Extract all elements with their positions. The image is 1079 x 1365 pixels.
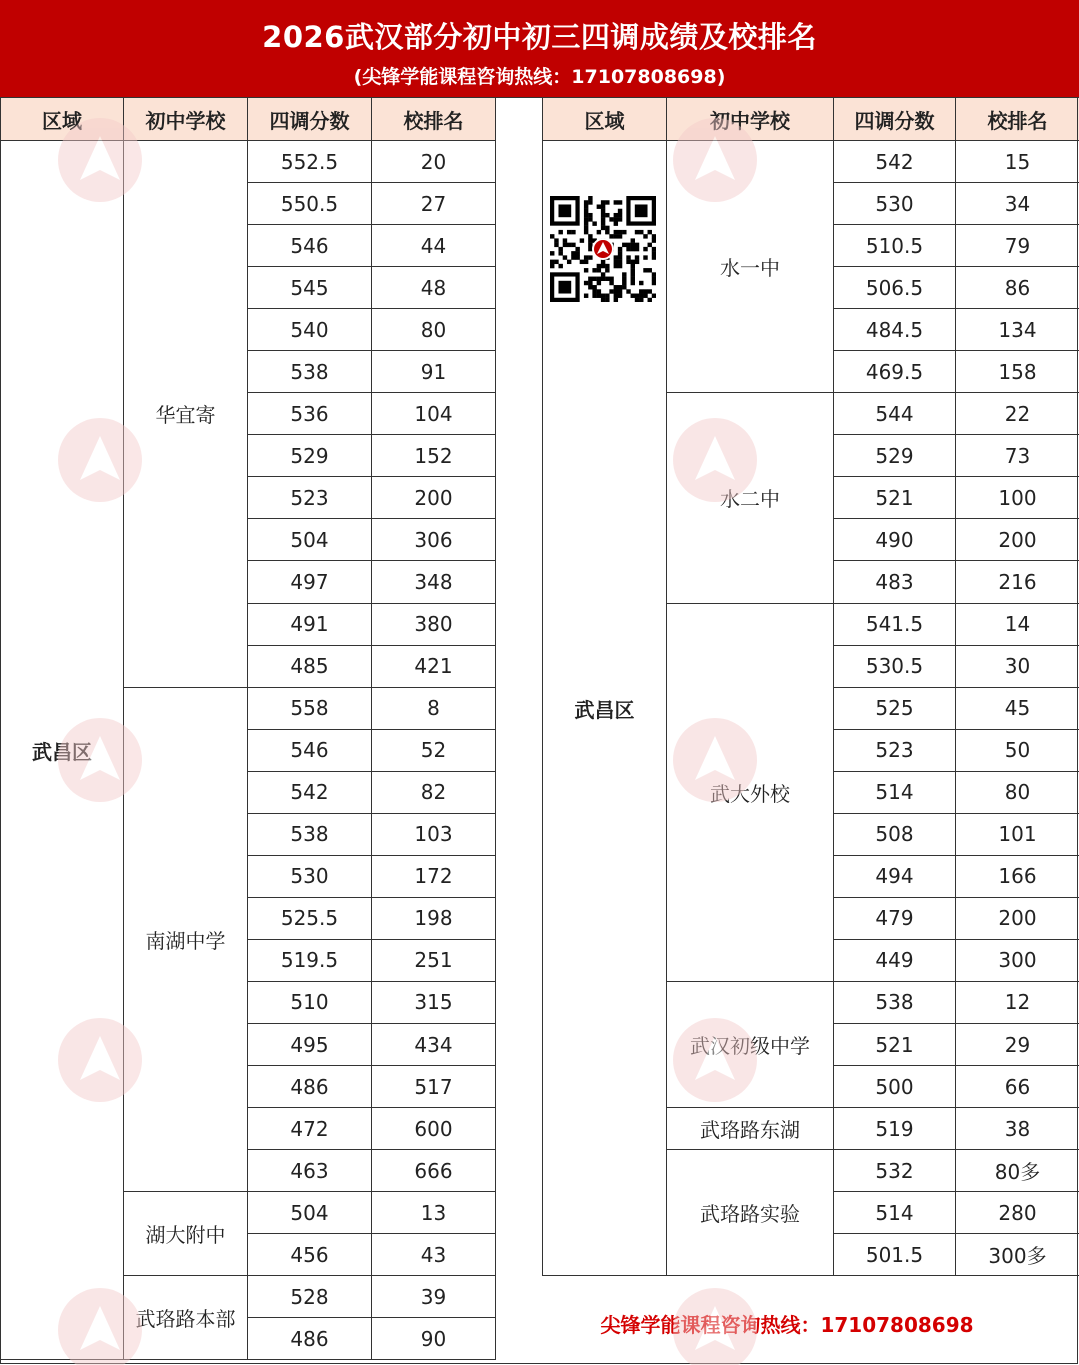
rank-cell: 80: [372, 309, 496, 351]
score-cell: 530: [248, 855, 372, 897]
rank-cell: 52: [372, 729, 496, 771]
rank-cell: 166: [956, 855, 1079, 897]
score-cell: 525.5: [248, 897, 372, 939]
score-cell: 501.5: [834, 1234, 956, 1276]
score-cell: 484.5: [834, 309, 956, 351]
table-row: [543, 141, 1079, 183]
score-cell: 494: [834, 855, 956, 897]
score-cell: 508: [834, 813, 956, 855]
rank-cell: 200: [956, 897, 1079, 939]
score-cell: 530: [834, 183, 956, 225]
score-cell: 472: [248, 1108, 372, 1150]
score-cell: 530.5: [834, 645, 956, 687]
score-cell: 552.5: [248, 141, 372, 183]
score-cell: 558: [248, 687, 372, 729]
rank-cell: 200: [956, 519, 1079, 561]
rank-cell: 27: [372, 183, 496, 225]
footer-hotline: 尖锋学能课程咨询热线：17107808698: [600, 1312, 974, 1337]
score-cell: 528: [248, 1276, 372, 1318]
rank-cell: 517: [372, 1066, 496, 1108]
rank-cell: 13: [372, 1192, 496, 1234]
school-name-cell: 水二中: [667, 393, 834, 603]
score-cell: 479: [834, 897, 956, 939]
score-cell: 538: [248, 813, 372, 855]
rank-cell: 86: [956, 267, 1079, 309]
rank-cell: 306: [372, 519, 496, 561]
score-cell: 490: [834, 519, 956, 561]
rank-cell: 38: [956, 1108, 1079, 1150]
score-cell: 545: [248, 267, 372, 309]
rank-cell: 348: [372, 561, 496, 603]
school-name-cell: 湖大附中: [124, 1192, 248, 1276]
rank-cell: 48: [372, 267, 496, 309]
score-cell: 542: [834, 141, 956, 183]
score-cell: 514: [834, 771, 956, 813]
rank-cell: 315: [372, 981, 496, 1023]
score-cell: 523: [834, 729, 956, 771]
rank-cell: 200: [372, 477, 496, 519]
rank-cell: 380: [372, 603, 496, 645]
rank-cell: 172: [372, 855, 496, 897]
score-cell: 542: [248, 771, 372, 813]
right-column-header: 四调分数: [834, 98, 956, 141]
rank-cell: 34: [956, 183, 1079, 225]
score-cell: 532: [834, 1150, 956, 1192]
score-cell: 504: [248, 1192, 372, 1234]
rank-cell: 82: [372, 771, 496, 813]
rank-cell: 12: [956, 981, 1079, 1023]
rank-cell: 66: [956, 1066, 1079, 1108]
school-name-cell: 华宜寄: [124, 141, 248, 688]
rank-cell: 15: [956, 141, 1079, 183]
score-cell: 495: [248, 1023, 372, 1065]
rank-cell: 152: [372, 435, 496, 477]
score-cell: 510: [248, 981, 372, 1023]
score-cell: 514: [834, 1192, 956, 1234]
right-column-header: 校排名: [956, 98, 1079, 141]
score-cell: 529: [248, 435, 372, 477]
score-cell: 523: [248, 477, 372, 519]
score-cell: 456: [248, 1234, 372, 1276]
school-name-cell: 武珞路实验: [667, 1150, 834, 1276]
right-column-header: 初中学校: [667, 98, 834, 141]
rank-cell: 73: [956, 435, 1079, 477]
rank-cell: 8: [372, 687, 496, 729]
district-cell: 武昌区: [543, 141, 667, 1276]
score-cell: 538: [834, 981, 956, 1023]
score-cell: 486: [248, 1066, 372, 1108]
rank-cell: 80多: [956, 1150, 1079, 1192]
rank-cell: 79: [956, 225, 1079, 267]
score-cell: 550.5: [248, 183, 372, 225]
rank-cell: 216: [956, 561, 1079, 603]
rank-cell: 90: [372, 1318, 496, 1360]
rank-cell: 29: [956, 1023, 1079, 1065]
page-title: 2026武汉部分初中初三四调成绩及校排名: [262, 20, 817, 54]
score-cell: 519: [834, 1108, 956, 1150]
rank-cell: 251: [372, 939, 496, 981]
rank-cell: 80: [956, 771, 1079, 813]
score-cell: 541.5: [834, 603, 956, 645]
score-cell: 521: [834, 477, 956, 519]
rank-cell: 434: [372, 1023, 496, 1065]
left-column-header: 校排名: [372, 98, 496, 141]
rank-cell: 43: [372, 1234, 496, 1276]
rank-cell: 280: [956, 1192, 1079, 1234]
left-column-header: 四调分数: [248, 98, 372, 141]
rank-cell: 45: [956, 687, 1079, 729]
qr-code-icon: [550, 196, 656, 302]
rank-cell: 421: [372, 645, 496, 687]
school-name-cell: 武珞路东湖: [667, 1108, 834, 1150]
rank-cell: 600: [372, 1108, 496, 1150]
rank-cell: 198: [372, 897, 496, 939]
score-cell: 504: [248, 519, 372, 561]
rank-cell: 100: [956, 477, 1079, 519]
score-cell: 449: [834, 939, 956, 981]
left-column-header: 初中学校: [124, 98, 248, 141]
score-cell: 497: [248, 561, 372, 603]
rank-cell: 158: [956, 351, 1079, 393]
score-cell: 485: [248, 645, 372, 687]
score-cell: 546: [248, 729, 372, 771]
rank-cell: 300多: [956, 1234, 1079, 1276]
school-name-cell: 南湖中学: [124, 687, 248, 1192]
school-name-cell: 水一中: [667, 141, 834, 393]
school-name-cell: 武汉初级中学: [667, 981, 834, 1107]
rank-cell: 44: [372, 225, 496, 267]
school-name-cell: 武珞路本部: [124, 1276, 248, 1360]
rank-cell: 30: [956, 645, 1079, 687]
score-cell: 500: [834, 1066, 956, 1108]
score-cell: 483: [834, 561, 956, 603]
rank-cell: 134: [956, 309, 1079, 351]
district-cell: 武昌区: [1, 141, 124, 1360]
score-cell: 519.5: [248, 939, 372, 981]
score-cell: 463: [248, 1150, 372, 1192]
left-score-table: [0, 97, 496, 1360]
page-header: [0, 0, 1079, 97]
score-cell: 521: [834, 1023, 956, 1065]
page-subtitle: (尖锋学能课程咨询热线：17107808698): [353, 66, 726, 88]
right-column-header-row: [543, 98, 1079, 141]
rank-cell: 50: [956, 729, 1079, 771]
rank-cell: 666: [372, 1150, 496, 1192]
score-cell: 544: [834, 393, 956, 435]
score-cell: 510.5: [834, 225, 956, 267]
score-cell: 540: [248, 309, 372, 351]
score-cell: 491: [248, 603, 372, 645]
right-column-header: 区域: [543, 98, 667, 141]
rank-cell: 300: [956, 939, 1079, 981]
score-cell: 529: [834, 435, 956, 477]
rank-cell: 20: [372, 141, 496, 183]
rank-cell: 103: [372, 813, 496, 855]
rank-cell: 101: [956, 813, 1079, 855]
score-cell: 525: [834, 687, 956, 729]
rank-cell: 91: [372, 351, 496, 393]
score-cell: 546: [248, 225, 372, 267]
score-cell: 538: [248, 351, 372, 393]
left-column-header: 区域: [1, 98, 124, 141]
score-cell: 469.5: [834, 351, 956, 393]
school-name-cell: 武大外校: [667, 603, 834, 981]
table-row: [1, 141, 496, 183]
score-cell: 506.5: [834, 267, 956, 309]
rank-cell: 39: [372, 1276, 496, 1318]
left-column-header-row: [1, 98, 496, 141]
rank-cell: 22: [956, 393, 1079, 435]
score-cell: 486: [248, 1318, 372, 1360]
score-cell: 536: [248, 393, 372, 435]
rank-cell: 14: [956, 603, 1079, 645]
rank-cell: 104: [372, 393, 496, 435]
